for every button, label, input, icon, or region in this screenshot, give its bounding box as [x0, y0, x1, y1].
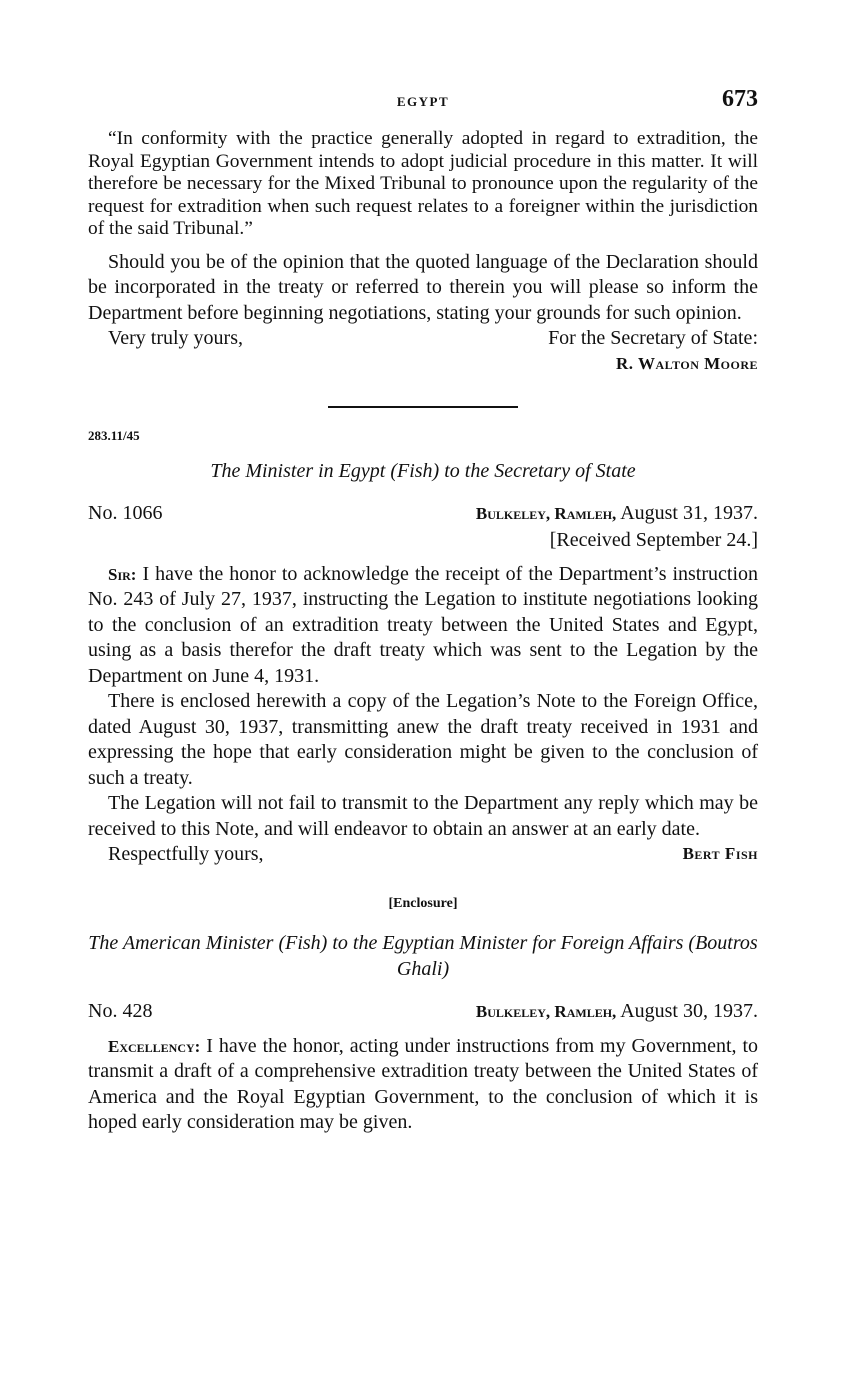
enclosure-paragraph-1 [88, 1034, 758, 1136]
document-page [88, 86, 758, 1136]
despatch-paragraph-1 [88, 562, 758, 690]
paragraph-text: I have the honor to acknowledge the receipt of the Department’s instruction No. 243 of July 27, 1937, instructing the Legation to institute negotiations looking to the conclusion of an extradition treaty between the United States and Egypt, using as a basis therefor the draft treaty which was sent to the Legation by the Department on June 4, 1931. [88, 562, 759, 687]
running-title: EGYPT [396, 94, 450, 109]
document-heading: The Minister in Egypt (Fish) to the Secretary of State [210, 459, 636, 482]
dateline [88, 998, 758, 1025]
quoted-declaration: “In conformity with the practice generally adopted in regard to extradition, the Royal Egyptian Government intends to adopt judicial procedure in this matter. It will therefore be necessary for the Mixed Tribunal to pronounce upon the regularity of the request for extradition when such request relates to a foreigner within the jurisdiction of the said Tribunal.” [88, 128, 758, 239]
section-divider [328, 406, 518, 408]
place-date [476, 500, 758, 527]
for-secretary-line: For the Secretary of State: [548, 327, 758, 349]
place: Bulkeley, Ramleh, [475, 503, 617, 523]
closing-salutation: Respectfully yours, [108, 843, 264, 865]
closing-row [88, 326, 758, 352]
salutation: Excellency: [108, 1036, 201, 1056]
enclosure-heading: The American Minister (Fish) to the Egyptian Minister for Foreign Affairs (Boutros Ghali) [88, 931, 758, 980]
closing-salutation: Very truly yours, [108, 327, 243, 349]
despatch-paragraph-3: The Legation will not fail to transmit to the Department any reply which may be received to this Note, and will endeavor to obtain an answer at an early date. [88, 792, 758, 840]
file-number: 283.11/45 [88, 427, 140, 443]
despatch-paragraph-2: There is enclosed herewith a copy of the Legation’s Note to the Foreign Office, dated August 30, 1937, transmitting anew the draft treaty received in 1931 and expressing the hope that early consideration might be given to the conclusion of such a treaty. [88, 690, 758, 789]
page-number: 673 [722, 86, 758, 112]
closing-row [88, 842, 758, 868]
place: Bulkeley, Ramleh, [475, 1001, 617, 1021]
letter-paragraph: Should you be of the opinion that the quoted language of the Declaration should be incorporated in the treaty or referred to therein you will please so inform the Department before beginning negotiations, stating your grounds for such opinion. [88, 250, 758, 324]
date: August 30, 1937. [620, 999, 758, 1022]
signature-moore: R. Walton Moore [616, 353, 758, 373]
date: August 31, 1937. [620, 501, 758, 524]
received-note: [Received September 24.] [549, 528, 758, 551]
note-number: No. 428 [88, 999, 153, 1022]
paragraph-text: I have the honor, acting under instructions from my Government, to transmit a draft of a comprehensive extradition treaty between the United States of America and the Royal Egyptian Government, to the conclusion of which it is hoped early consideration may be given. [88, 1034, 759, 1133]
enclosure-label: [Enclosure] [388, 895, 458, 911]
place-date [476, 998, 758, 1025]
salutation: Sir: [108, 564, 137, 584]
despatch-number: No. 1066 [88, 501, 163, 524]
signature-fish: Bert Fish [682, 844, 758, 863]
dateline [88, 500, 758, 527]
running-head [88, 86, 758, 120]
